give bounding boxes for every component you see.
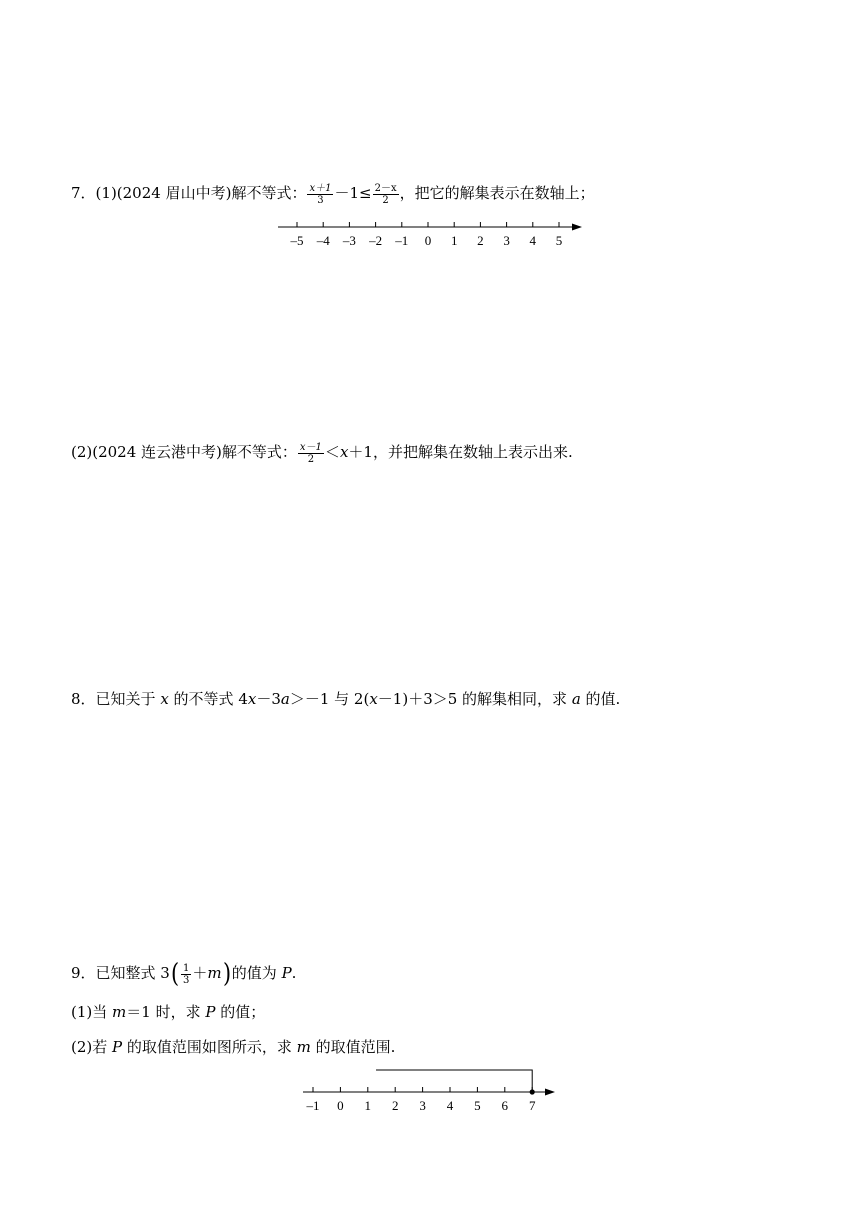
q9-tail: 的值为 <box>231 964 282 982</box>
q7-part2-fraction-denominator: 2 <box>307 453 315 465</box>
q9-number-line-tick-label: 1 <box>364 1098 372 1113</box>
q7-part1-tail: ，把它的解集表示在数轴上； <box>399 184 595 202</box>
q7-number-line-tick-label: –1 <box>395 233 409 248</box>
q7-part2-var: x <box>339 443 349 461</box>
q9-left-paren: ( <box>170 959 179 989</box>
q7-number-line-tick-label: –4 <box>316 233 330 248</box>
q9-sub2-var-m: m <box>296 1038 311 1056</box>
q9-number-line-tick-label: 3 <box>419 1098 426 1113</box>
q9-text <box>71 958 296 988</box>
q7-number-line-tick-label: –3 <box>342 233 356 248</box>
q9-sub2-t3: 的取值范围. <box>310 1038 396 1056</box>
q7-part2-fraction <box>298 442 324 465</box>
q9-plus: ＋ <box>192 964 208 982</box>
q7-part1-lead: 7．(1)(2024 眉山中考)解不等式： <box>71 184 307 202</box>
q8-var-x1: x <box>160 690 169 708</box>
q9-number-line-tick-label: –1 <box>306 1098 320 1113</box>
q9-fraction-denominator: 3 <box>183 974 190 986</box>
q8-var-x2: x <box>247 690 257 708</box>
q9-number-line-tick-label: 4 <box>446 1098 454 1113</box>
q9-sub1-var-m: m <box>112 1003 127 1021</box>
q9-axis-arrow <box>545 1089 555 1096</box>
q7-part1-mid: －1≤ <box>334 184 372 202</box>
q9-sub1-t2: ＝1 时，求 <box>126 1003 206 1021</box>
q8-t6: 的值. <box>580 690 621 708</box>
q7-fraction-2-numerator: 2－x <box>374 182 397 194</box>
q8-t1: 8．已知关于 <box>71 690 161 708</box>
q9-sub2-var-P: P <box>112 1038 123 1056</box>
q9-end: . <box>291 964 297 982</box>
q9-var-P: P <box>281 964 292 982</box>
q9-var-m: m <box>207 964 222 982</box>
q9-fraction <box>181 963 191 986</box>
q9-range-bracket <box>376 1070 532 1092</box>
q7-part2-tail: ＋1，并把解集在数轴上表示出来. <box>348 443 573 461</box>
q7-fraction-1-denominator: 3 <box>317 194 324 206</box>
q7-number-line-tick-label: 0 <box>424 233 432 248</box>
q8-t2: 的不等式 4 <box>168 690 248 708</box>
q7-axis-arrow <box>572 224 582 231</box>
q7-part2-lead: (2)(2024 连云港中考)解不等式： <box>71 443 297 461</box>
q9-number-line-tick-label: 0 <box>337 1098 344 1113</box>
q8-text <box>71 688 620 710</box>
q7-number-line-tick-label: 1 <box>450 233 458 248</box>
q7-part2-fraction-numerator: x－1 <box>299 441 322 453</box>
q9-sub2-t1: (2)若 <box>71 1038 113 1056</box>
q7-part1-text <box>71 182 595 206</box>
q9-number-line-tick-label: 2 <box>391 1098 399 1113</box>
q9-sub1-text <box>71 1001 265 1023</box>
q8-t3: －3 <box>256 690 281 708</box>
q9-fraction-numerator: 1 <box>183 962 190 974</box>
q7-number-line-tick-label: 4 <box>529 233 537 248</box>
q7-fraction-2-denominator: 2 <box>382 194 389 206</box>
q7-number-line <box>270 215 590 255</box>
q8-var-x3: x <box>369 690 378 708</box>
q9-sub2-t2: 的取值范围如图所示，求 <box>122 1038 297 1056</box>
q7-fraction-1-numerator: x＋1 <box>309 182 332 194</box>
q8-t4: ＞－1 与 2( <box>289 690 370 708</box>
q7-number-line-tick-label: 2 <box>477 233 484 248</box>
q8-var-a2: a <box>571 690 581 708</box>
q7-part2-text <box>71 441 573 465</box>
q9-sub1-var-P: P <box>205 1003 216 1021</box>
q7-fraction-1 <box>307 183 333 206</box>
q7-number-line-tick-label: –5 <box>290 233 304 248</box>
q9-number-line-tick-label: 5 <box>474 1098 481 1113</box>
q9-sub1-t3: 的值； <box>215 1003 266 1021</box>
q9-sub1-t1: (1)当 <box>71 1003 113 1021</box>
q7-number-line-tick-label: 5 <box>555 233 563 248</box>
q9-sub2-text <box>71 1036 395 1058</box>
q9-number-line-tick-label: 6 <box>501 1098 509 1113</box>
q7-number-line-tick-label: 3 <box>503 233 510 248</box>
q9-right-paren: ) <box>222 959 231 989</box>
q9-number-line-tick-label: 7 <box>528 1098 536 1113</box>
q9-number-line <box>295 1064 565 1120</box>
q9-lead: 9．已知整式 3 <box>71 964 170 982</box>
q8-t5: －1)＋3＞5 的解集相同，求 <box>377 690 572 708</box>
q7-fraction-2 <box>373 183 399 206</box>
q7-part2-lt: ＜ <box>324 443 340 461</box>
q7-number-line-tick-label: –2 <box>369 233 383 248</box>
q8-var-a1: a <box>280 690 290 708</box>
